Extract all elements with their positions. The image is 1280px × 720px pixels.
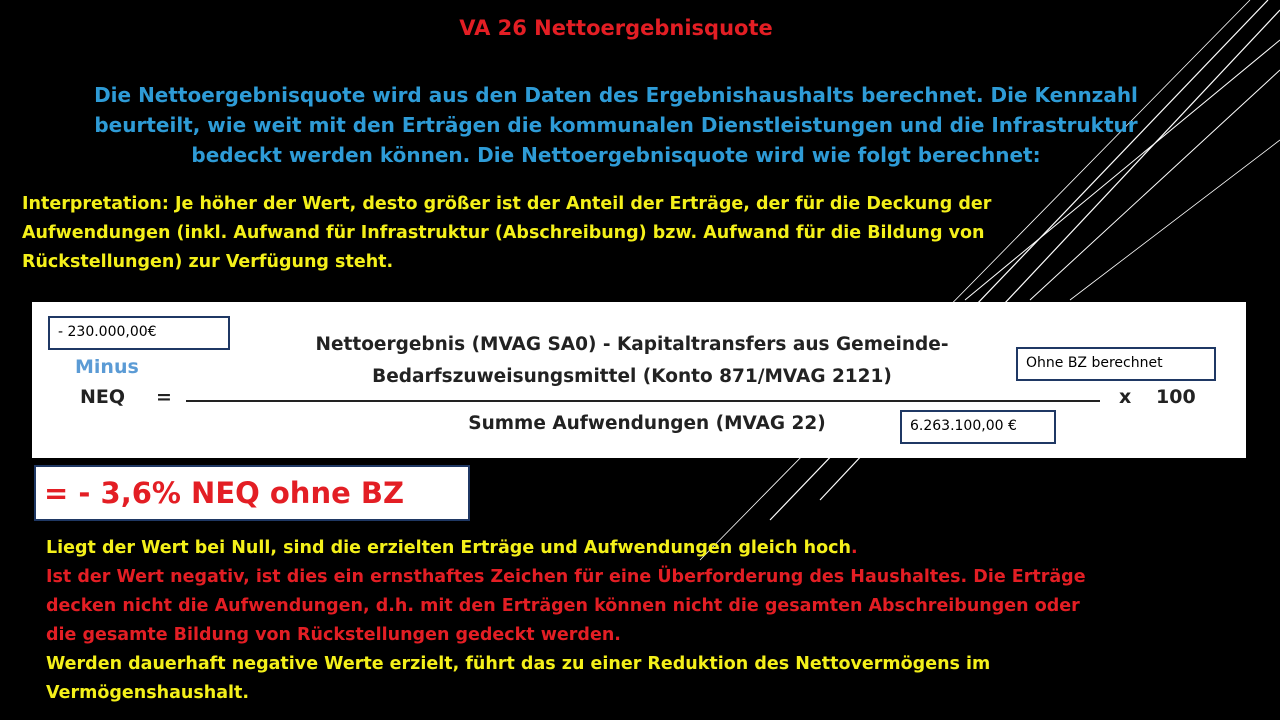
interpretation-text <box>22 190 1182 277</box>
interpretation-line: Interpretation: Je höher der Wert, desto größer ist der Anteil der Erträge, der für die Deckung der <box>22 194 992 214</box>
interpretation-line: Aufwendungen (inkl. Aufwand für Infrastruktur (Abschreibung) bzw. Aufwand für die Bildung von <box>22 223 985 243</box>
formula-panel <box>32 302 1246 458</box>
interpretation-line: Rückstellungen) zur Verfügung steht. <box>22 252 394 272</box>
fraction-line <box>186 400 1100 402</box>
hundred-value: 100 <box>1156 386 1196 408</box>
numerator-line: Bedarfszuweisungsmittel (Konto 871/MVAG 2121) <box>372 366 892 387</box>
note-box: Ohne BZ berechnet <box>1016 347 1216 381</box>
explanation-line: Werden dauerhaft negative Werte erzielt, führt das zu einer Reduktion des Nettovermögens im <box>46 654 991 674</box>
explanation-text <box>46 534 1266 708</box>
times-sign: x <box>1119 386 1132 408</box>
numerator-line: Nettoergebnis (MVAG SA0) - Kapitaltransfers aus Gemeinde- <box>315 334 949 355</box>
equals-sign: = <box>156 386 172 408</box>
explanation-line-text: Liegt der Wert bei Null, sind die erzielten Erträge und Aufwendungen gleich hoch <box>46 538 851 558</box>
intro-text <box>16 80 1216 170</box>
intro-line: beurteilt, wie weit mit den Erträgen die kommunalen Dienstleistungen und die Infrastruktur <box>94 113 1138 137</box>
explanation-line <box>46 534 1266 563</box>
formula-denominator: Summe Aufwendungen (MVAG 22) <box>468 413 826 434</box>
minus-label: Minus <box>75 356 139 378</box>
denominator-value-box: 6.263.100,00 € <box>900 410 1056 444</box>
result-box: = - 3,6% NEQ ohne BZ <box>34 465 470 521</box>
numerator-value-box: - 230.000,00€ <box>48 316 230 350</box>
explanation-line: Vermögenshaushalt. <box>46 683 250 703</box>
explanation-line: die gesamte Bildung von Rückstellungen gedeckt werden. <box>46 625 621 645</box>
neq-label: NEQ <box>80 386 126 408</box>
explanation-line: decken nicht die Aufwendungen, d.h. mit den Erträgen können nicht die gesamten Abschreibungen oder <box>46 596 1080 616</box>
formula-numerator <box>252 329 1012 393</box>
intro-line: bedeckt werden können. Die Nettoergebnisquote wird wie folgt berechnet: <box>191 143 1041 167</box>
intro-line: Die Nettoergebnisquote wird aus den Daten des Ergebnishaushalts berechnet. Die Kennzahl <box>94 83 1138 107</box>
explanation-line: Ist der Wert negativ, ist dies ein ernsthaftes Zeichen für eine Überforderung des Haushaltes. Die Erträge <box>46 567 1086 587</box>
explanation-dot: . <box>850 538 858 558</box>
page-title: VA 26 Nettoergebnisquote <box>459 16 773 40</box>
